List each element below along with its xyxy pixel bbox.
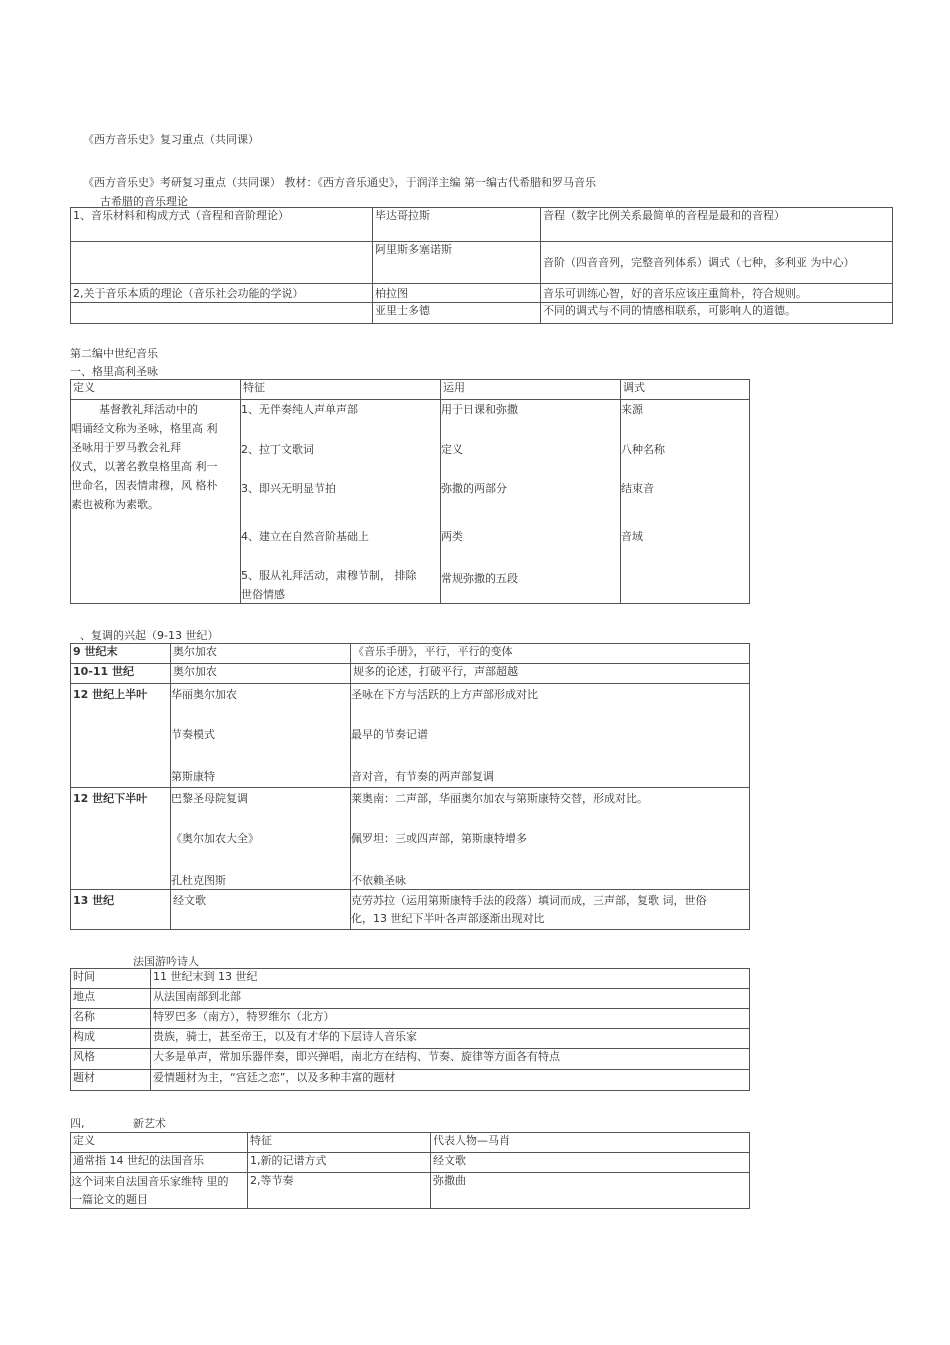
table-cell: 11 世纪末到 13 世纪 bbox=[151, 969, 750, 989]
table-cell bbox=[171, 788, 351, 890]
feature-line: 3、即兴无明显节拍 bbox=[241, 482, 336, 495]
troubadours-table bbox=[70, 968, 750, 1091]
table-cell: 12 世纪下半叶 bbox=[71, 788, 171, 890]
table-cell: 亚里士多德 bbox=[373, 303, 541, 324]
cell-line: 最早的节奏记谱 bbox=[351, 728, 428, 741]
section-title-gregorian: 一、格里高利圣咏 bbox=[70, 365, 158, 378]
part-title-medieval: 第二编中世纪音乐 bbox=[70, 347, 158, 360]
cell-line: 圣咏在下方与活跃的上方声部形成对比 bbox=[351, 688, 538, 701]
column-header: 调式 bbox=[621, 380, 750, 400]
table-cell bbox=[351, 684, 750, 788]
section-title-greek-theory: 古希腊的音乐理论 bbox=[100, 195, 188, 208]
cell-line: 巴黎圣母院复调 bbox=[171, 792, 248, 805]
table-cell: 特罗巴多（南方），特罗维尔（北方） bbox=[151, 1009, 750, 1029]
cell-line: 莱奥南：二声部，华丽奥尔加农与第斯康特交替，形成对比。 bbox=[351, 792, 648, 805]
doc-heading: 《西方音乐史》复习重点（共同课） bbox=[83, 133, 259, 146]
cell-line: 不依赖圣咏 bbox=[351, 874, 406, 887]
row-label: 构成 bbox=[71, 1029, 151, 1049]
mode-line: 音域 bbox=[621, 530, 643, 543]
features-cell bbox=[241, 400, 441, 604]
table-cell: 13 世纪 bbox=[71, 890, 171, 930]
row-label: 题材 bbox=[71, 1070, 151, 1091]
table-cell: 经文歌 bbox=[431, 1153, 750, 1173]
table-cell: 柏拉图 bbox=[373, 284, 541, 303]
table-cell bbox=[71, 242, 373, 284]
cell-line: 节奏模式 bbox=[171, 728, 215, 741]
definition-line: 圣咏用于罗马教会礼拜 bbox=[71, 441, 181, 454]
mode-line: 来源 bbox=[621, 403, 643, 416]
table-cell: 奥尔加农 bbox=[171, 664, 351, 684]
definition-line: 世命名，因表情肃穆，风 格朴 bbox=[71, 479, 218, 492]
section-title-polyphony: 、复调的兴起（9-13 世纪） bbox=[80, 629, 219, 642]
table-cell: 10-11 世纪 bbox=[71, 664, 171, 684]
usage-cell bbox=[441, 400, 621, 604]
feature-line: 1、无伴奏纯人声单声部 bbox=[241, 403, 358, 416]
table-cell: 音阶（四音音列，完整音列体系）调式（七种，多利亚 为中心） bbox=[541, 242, 893, 284]
table-cell: 阿里斯多塞诺斯 bbox=[373, 242, 541, 284]
definition-line: 唱诵经文称为圣咏，格里高 利 bbox=[71, 422, 218, 435]
feature-line: 4、建立在自然音阶基础上 bbox=[241, 530, 369, 543]
usage-line: 常规弥撒的五段 bbox=[441, 572, 518, 585]
column-header: 特征 bbox=[241, 380, 441, 400]
gregorian-table bbox=[70, 379, 750, 604]
modes-cell bbox=[621, 400, 750, 604]
definition-line: 仪式，以著名教皇格里高 利一 bbox=[71, 460, 218, 473]
feature-line: 5、服从礼拜活动，肃穆节制， 排除 bbox=[241, 569, 417, 582]
table-cell: 经文歌 bbox=[171, 890, 351, 930]
table-cell: 音程（数字比例关系最简单的音程是最和的音程） bbox=[541, 208, 893, 242]
cell-line: 佩罗坦：三或四声部，第斯康特增多 bbox=[351, 832, 527, 845]
usage-line: 两类 bbox=[441, 530, 463, 543]
row-label: 地点 bbox=[71, 989, 151, 1009]
cell-line: 克劳苏拉（运用第斯康特手法的段落）填词而成，三声部，复歌 词，世俗 bbox=[351, 894, 707, 907]
doc-subheading: 《西方音乐史》考研复习重点（共同课） 教材：《西方音乐通史》，于润洋主编 第一编古代希腊和罗马音乐 bbox=[83, 176, 596, 189]
cell-line: 孔杜克图斯 bbox=[171, 874, 226, 887]
mode-line: 八种名称 bbox=[621, 443, 665, 456]
row-label: 时间 bbox=[71, 969, 151, 989]
table-cell: 1,新的记谱方式 bbox=[248, 1153, 431, 1173]
table-cell bbox=[171, 684, 351, 788]
definition-line: 素也被称为素歌。 bbox=[71, 498, 159, 511]
column-header: 运用 bbox=[441, 380, 621, 400]
table-cell: 规多的论述，打破平行，声部超越 bbox=[351, 664, 750, 684]
table-cell: 音乐可训练心智，好的音乐应该庄重简朴，符合规则。 bbox=[541, 284, 893, 303]
section-title-troubadours: 法国游吟诗人 bbox=[133, 955, 199, 968]
column-header: 代表人物—马肖 bbox=[431, 1133, 750, 1153]
section-title-ars-nova: 新艺术 bbox=[133, 1117, 166, 1130]
cell-line: 一篇论文的题目 bbox=[71, 1193, 148, 1206]
table-cell: 2,关于音乐本质的理论（音乐社会功能的学说） bbox=[71, 284, 373, 303]
polyphony-table bbox=[70, 643, 750, 930]
table-cell: 奥尔加农 bbox=[171, 644, 351, 664]
mode-line: 结束音 bbox=[621, 482, 654, 495]
cell-line: 这个词来自法国音乐家维特 里的 bbox=[71, 1175, 229, 1188]
greek-theory-table bbox=[70, 207, 893, 324]
row-label: 名称 bbox=[71, 1009, 151, 1029]
table-cell: 爱情题材为主，“宫廷之恋”，以及多种丰富的题材 bbox=[151, 1070, 750, 1091]
table-cell: 通常指 14 世纪的法国音乐 bbox=[71, 1153, 248, 1173]
table-cell: 从法国南部到北部 bbox=[151, 989, 750, 1009]
table-cell: 2,等节奏 bbox=[248, 1173, 431, 1209]
usage-line: 弥撒的两部分 bbox=[441, 482, 507, 495]
table-cell: 1、音乐材料和构成方式（音程和音阶理论） bbox=[71, 208, 373, 242]
table-cell bbox=[71, 1173, 248, 1209]
table-cell bbox=[351, 890, 750, 930]
cell-line: 音对音，有节奏的两声部复调 bbox=[351, 770, 494, 783]
table-cell bbox=[351, 788, 750, 890]
table-cell bbox=[71, 303, 373, 324]
column-header: 定义 bbox=[71, 380, 241, 400]
cell-line: 化，13 世纪下半叶各声部逐渐出现对比 bbox=[351, 912, 545, 925]
definition-line: 基督教礼拜活动中的 bbox=[99, 403, 198, 416]
table-cell: 12 世纪上半叶 bbox=[71, 684, 171, 788]
table-cell: 不同的调式与不同的情感相联系，可影响人的道德。 bbox=[541, 303, 893, 324]
column-header: 定义 bbox=[71, 1133, 248, 1153]
feature-line: 2、拉丁文歌词 bbox=[241, 443, 314, 456]
usage-line: 用于日课和弥撒 bbox=[441, 403, 518, 416]
ars-nova-table bbox=[70, 1132, 750, 1209]
cell-line: 华丽奥尔加农 bbox=[171, 688, 237, 701]
table-cell: 大多是单声，常加乐器伴奏，即兴弹唱，南北方在结构、节奏、旋律等方面各有特点 bbox=[151, 1049, 750, 1070]
feature-line: 世俗情感 bbox=[241, 588, 285, 601]
section-number-ars-nova: 四, bbox=[70, 1117, 85, 1130]
definition-cell bbox=[71, 400, 241, 604]
table-cell: 9 世纪末 bbox=[71, 644, 171, 664]
cell-line: 《奥尔加农大全》 bbox=[171, 832, 259, 845]
table-cell: 毕达哥拉斯 bbox=[373, 208, 541, 242]
column-header: 特征 bbox=[248, 1133, 431, 1153]
row-label: 风格 bbox=[71, 1049, 151, 1070]
table-cell: 弥撒曲 bbox=[431, 1173, 750, 1209]
table-cell: 贵族，骑士，甚至帝王，以及有才华的下层诗人音乐家 bbox=[151, 1029, 750, 1049]
cell-line: 第斯康特 bbox=[171, 770, 215, 783]
table-cell: 《音乐手册》，平行，平行的变体 bbox=[351, 644, 750, 664]
usage-line: 定义 bbox=[441, 443, 463, 456]
